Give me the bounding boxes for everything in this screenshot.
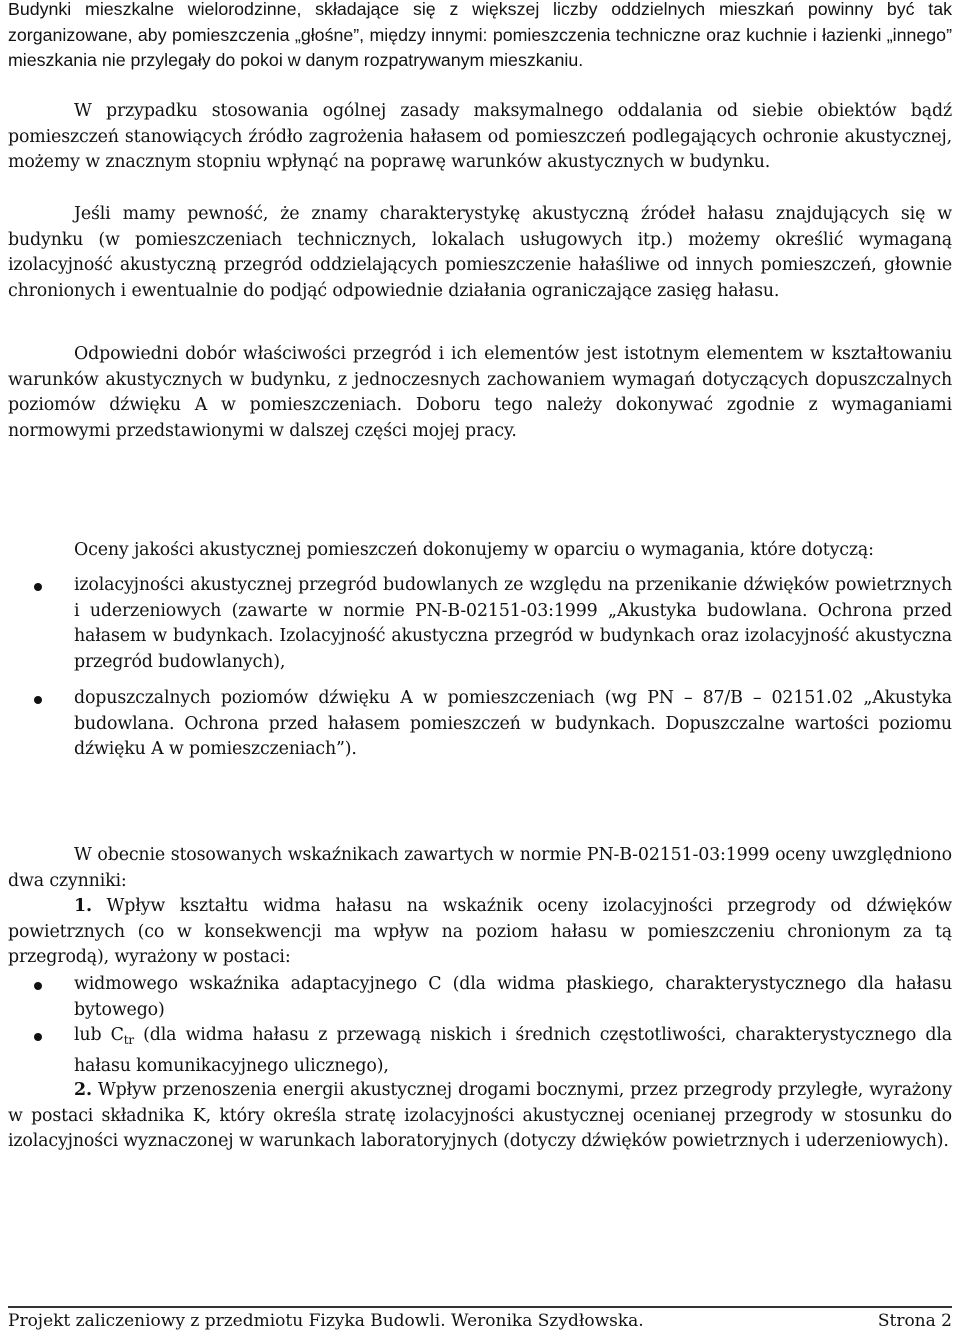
- indicators-lead: W obecnie stosowanych wskaźnikach zawartych w normie PN-B-02151-03:1999 oceny uwzględniono dwa czynniki:: [8, 845, 952, 891]
- list-item-text: izolacyjności akustycznej przegród budowlanych ze względu na przenikanie dźwięków powietrznych i uderzeniowych (zawarte w normie PN-B-02151-03:1999 „Akustyka budowlana. Ochrona przed hałasem w budynkach. Izolacyjność akustyczna przegród w budynkach oraz izolacyjność akustyczna przegród budowlanych),: [74, 575, 952, 672]
- paragraph-intro-1: Budynki mieszkalne wielorodzinne, składające się z większej liczby oddzielnych mieszkań powinny być tak zorganizowane, aby pomieszczenia „głośne”, między innymi: pomieszczenia techniczne oraz kuchnie i łazienki „innego” mieszkania nie przylegały do pokoi w danym rozpatrywanym mieszkaniu.: [8, 0, 952, 71]
- list-item: [0, 1023, 952, 1079]
- assessment-list-2: [0, 686, 952, 763]
- bullet-icon: [34, 583, 42, 591]
- factor-2: [8, 1078, 952, 1155]
- paragraph-intro-3: Jeśli mamy pewność, że znamy charakterystykę akustyczną źródeł hałasu znajdujących się w budynku (w pomieszczeniach technicznych, lokalach usługowych itp.) możemy określić wymaganą izolacyjność akustyczną przegród oddzielających pomieszczenie hałaśliwe od innych pomieszczeń, głownie chronionych i ewentualnie do podjąć odpowiednie działania ograniczające zasięg hałasu.: [8, 204, 952, 301]
- factor-1-list: [0, 972, 952, 1079]
- list-item: [0, 972, 952, 1023]
- c-tr-prefix: lub C: [74, 1025, 124, 1046]
- factor-1-text: Wpływ kształtu widma hałasu na wskaźnik oceny izolacyjności przegrody od dźwięków powietrznych (co w konsekwencji ma wpływ na poziom hałasu w pomieszczeniu chronionym za tą przegrodą), wyrażony w postaci:: [8, 896, 952, 968]
- page-number: Strona 2: [877, 1311, 952, 1331]
- bullet-icon: [34, 1033, 42, 1041]
- factor-1-number: 1.: [74, 896, 92, 916]
- paragraph-intro-4: Odpowiedni dobór właściwości przegród i ich elementów jest istotnym elementem w kształtowaniu warunków akustycznych w budynku, z jednoczesnych zachowaniem wymagań dotyczących dopuszczalnych poziomów dźwięku A w pomieszczeniach. Doboru tego należy dokonywać zgodnie z wymaganiami normowymi przedstawionymi w dalszej części mojej pracy.: [8, 344, 952, 441]
- c-tr-subscript: tr: [123, 1033, 135, 1048]
- paragraph-intro-2: W przypadku stosowania ogólnej zasady maksymalnego oddalania od siebie obiektów bądź pomieszczeń stanowiących źródło zagrożenia hałasem od pomieszczeń podlegających ochronie akustycznej, możemy w znacznym stopniu wpłynąć na poprawę warunków akustycznych w budynku.: [8, 101, 952, 173]
- c-tr-text: (dla widma hałasu z przewagą niskich i średnich częstotliwości, charakterystycznego dla hałasu komunikacyjnego ulicznego),: [74, 1025, 953, 1076]
- factor-2-number: 2.: [74, 1080, 92, 1100]
- list-item: [0, 686, 952, 763]
- footer-divider: [8, 1306, 952, 1308]
- assessment-lead: Oceny jakości akustycznej pomieszczeń dokonujemy w oparciu o wymagania, które dotyczą:: [74, 540, 874, 560]
- list-item-text: dopuszczalnych poziomów dźwięku A w pomieszczeniach (wg PN – 87/B – 02151.02 „Akustyka budowlana. Ochrona przed hałasem pomieszczeń w budynkach. Dopuszczalne wartości poziomu dźwięku A w pomieszczeniach”).: [74, 688, 952, 760]
- list-item-text: widmowego wskaźnika adaptacyjnego C (dla widma płaskiego, charakterystycznego dla hałasu bytowego): [74, 974, 952, 1020]
- footer-title: Projekt zaliczeniowy z przedmiotu Fizyka Budowli. Weronika Szydłowska.: [8, 1311, 644, 1331]
- list-item: [0, 573, 952, 675]
- bullet-icon: [34, 696, 42, 704]
- factor-2-text: Wpływ przenoszenia energii akustycznej drogami bocznymi, przez przegrody przyległe, wyrażony w postaci składnika K, który określa stratę izolacyjności akustycznej ocenianej przegrody w stosunku do izolacyjności wyznaczonej w warunkach laboratoryjnych (dotyczy dźwięków powietrznych i uderzeniowych).: [8, 1080, 952, 1152]
- bullet-icon: [34, 982, 42, 990]
- assessment-list: [0, 573, 952, 675]
- factor-1: [8, 894, 952, 971]
- page-footer: [8, 1310, 952, 1332]
